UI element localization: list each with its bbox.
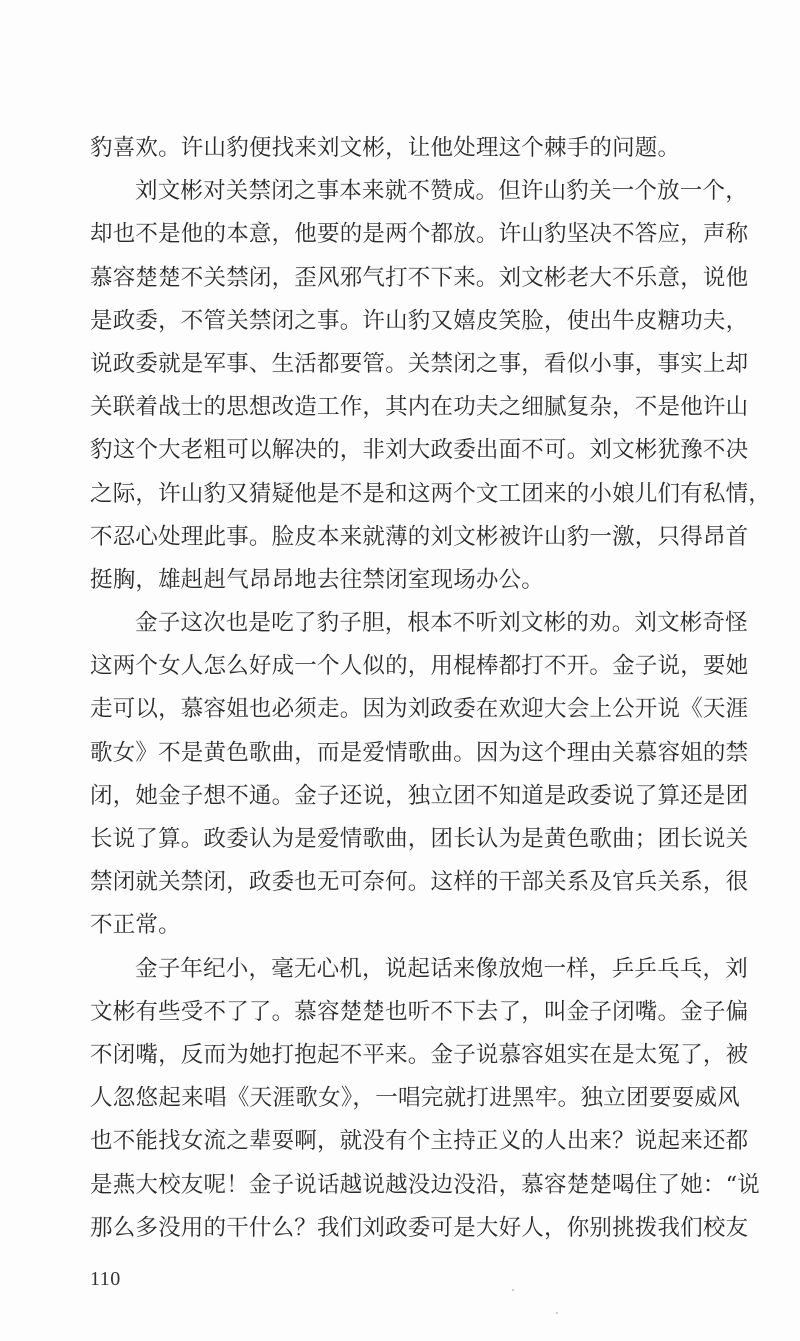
print-speck — [512, 1289, 514, 1291]
text-line: 关联着战士的思想改造工作，其内在功夫之细腻复杂，不是他许山 — [90, 394, 749, 421]
paragraph-start-line: 刘文彬对关禁闭之事本来就不赞成。但许山豹关一个放一个， — [135, 178, 748, 205]
text-line: 是燕大校友呢！金子说话越说越没边没沿，慕容楚楚喝住了她：“说 — [90, 1171, 761, 1198]
paragraph-start-line: 金子这次也是吃了豹子胆，根本不听刘文彬的劝。刘文彬奇怪 — [135, 610, 748, 637]
text-line-1: 豹喜欢。许山豹便找来刘文彬，让他处理这个棘手的问题。 — [90, 135, 681, 161]
text-line: 那么多没用的干什么？我们刘政委可是大好人，你别挑拨我们校友 — [90, 1214, 749, 1241]
paragraph-start-line: 金子年纪小，毫无心机，说起话来像放炮一样，乒乒乓乓，刘 — [135, 955, 748, 982]
page-number: 110 — [90, 1268, 121, 1290]
text-line: 人忽悠起来唱《天涯歌女》，一唱完就打进黑牢。独立团要耍威风 — [90, 1085, 740, 1112]
text-line: 之际，许山豹又猜疑他是不是和这两个文工团来的小娘儿们有私情， — [90, 480, 772, 507]
text-line: 也不能找女流之辈耍啊，就没有个主持正义的人出来？说起来还都 — [90, 1128, 749, 1155]
text-line: 说政委就是军事、生活都要管。关禁闭之事，看似小事，事实上却 — [90, 350, 749, 377]
print-speck — [556, 1312, 558, 1314]
text-line: 慕容楚楚不关禁闭，歪风邪气打不下来。刘文彬老大不乐意，说他 — [90, 264, 749, 291]
text-line: 歌女》不是黄色歌曲，而是爱情歌曲。因为这个理由关慕容姐的禁 — [90, 739, 749, 766]
text-line: 是政委，不管关禁闭之事。许山豹又嬉皮笑脸，使出牛皮糖功夫， — [90, 307, 749, 334]
text-line: 豹这个大老粗可以解决的，非刘大政委出面不可。刘文彬犹豫不决 — [90, 437, 749, 464]
paragraph-end-line: 挺胸，雄赳赳气昂昂地去往禁闭室现场办公。 — [90, 566, 545, 593]
text-line: 闭，她金子想不通。金子还说，独立团不知道是政委说了算还是团 — [90, 782, 749, 809]
paragraph-end-line: 不正常。 — [90, 912, 181, 939]
text-line: 文彬有些受不了了。慕容楚楚也听不下去了，叫金子闭嘴。金子偏 — [90, 998, 749, 1025]
body-text — [90, 127, 772, 1250]
text-line: 这两个女人怎么好成一个人似的，用棍棒都打不开。金子说，要她 — [90, 653, 749, 680]
text-line: 走可以，慕容姐也必须走。因为刘政委在欢迎大会上公开说《天涯 — [90, 696, 749, 723]
text-line: 不闭嘴，反而为她打抱起不平来。金子说慕容姐实在是太冤了，被 — [90, 1041, 749, 1068]
text-line: 却也不是他的本意，他要的是两个都放。许山豹坚决不答应，声称 — [90, 221, 749, 248]
text-line: 不忍心处理此事。脸皮本来就薄的刘文彬被许山豹一激，只得昂首 — [90, 523, 749, 550]
text-line: 长说了算。政委认为是爱情歌曲，团长认为是黄色歌曲；团长说关 — [90, 826, 749, 852]
text-line: 禁闭就关禁闭，政委也无可奈何。这样的干部关系及官兵关系，很 — [90, 869, 749, 896]
